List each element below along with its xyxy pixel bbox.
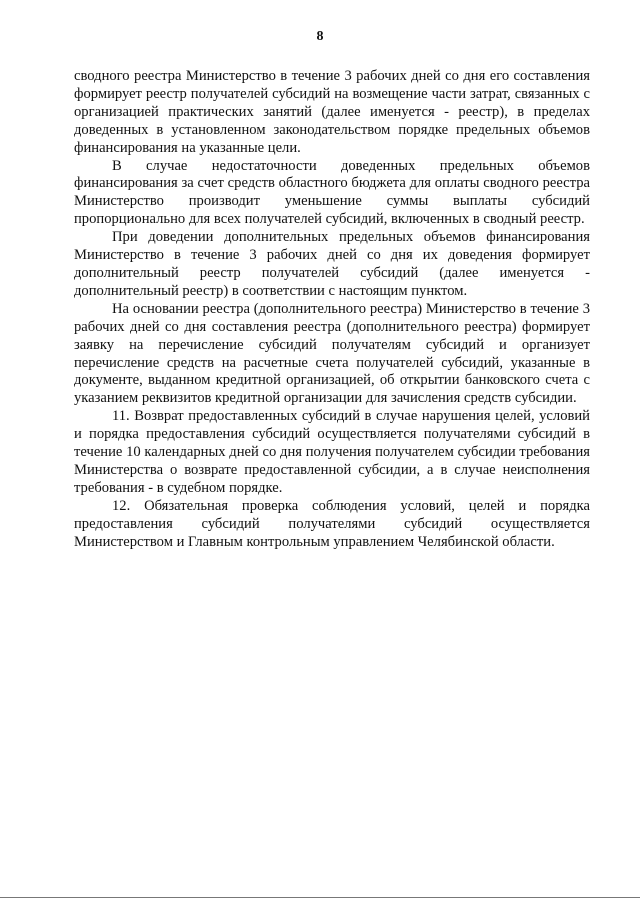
paragraph-insufficient-funding: В случае недостаточности доведенных предельных объемов финансирования за счет средств областного бюджета для оплаты сводного реестра Министерство производит уменьшение суммы выплаты субсидий пропорционально для всех получателей субсидий, включенных в сводный реестр. [74,157,590,228]
paragraph-clause-11: 11. Возврат предоставленных субсидий в случае нарушения целей, условий и порядка предоставления субсидий осуществляется получателями субсидий в течение 10 календарных дней со дня получения получателем субсидии требования Министерства о возврате предоставленной субсидии, а в случае неисполнения требования - в судебном порядке. [74,408,590,496]
paragraph-continuation: сводного реестра Министерство в течение 3 рабочих дней со дня его составления формирует реестр получателей субсидий на возмещение части затрат, связанных с организацией практических занятий (далее именуется - реестр), в пределах доведенных в установленном законодательством порядке предельных объемов финансирования на указанные цели. [74,68,590,156]
page-bottom-rule [0,897,640,898]
page-number: 8 [316,29,324,44]
paragraph-additional-funding: При доведении дополнительных предельных объемов финансирования Министерство в течение 3 рабочих дней со дня их доведения формирует дополнительный реестр получателей субсидий (далее именуется - дополнительный реестр) в соответствии с настоящим пунктом. [74,229,590,299]
paragraph-transfer-request: На основании реестра (дополнительного реестра) Министерство в течение 3 рабочих дней со дня составления реестра (дополнительного реестра) формирует заявку на перечисление субсидий получателям субсидий и организует перечисление средств на расчетные счета получателей субсидий, указанные в документе, выданном кредитной организацией, об открытии банковского счета с указанием реквизитов кредитной организации для зачисления средств субсидии. [74,300,590,407]
document-body [74,68,590,551]
paragraph-clause-12: 12. Обязательная проверка соблюдения условий, целей и порядка предоставления субсидий получателями субсидий осуществляется Министерством и Главным контрольным управлением Челябинской области. [74,497,590,550]
